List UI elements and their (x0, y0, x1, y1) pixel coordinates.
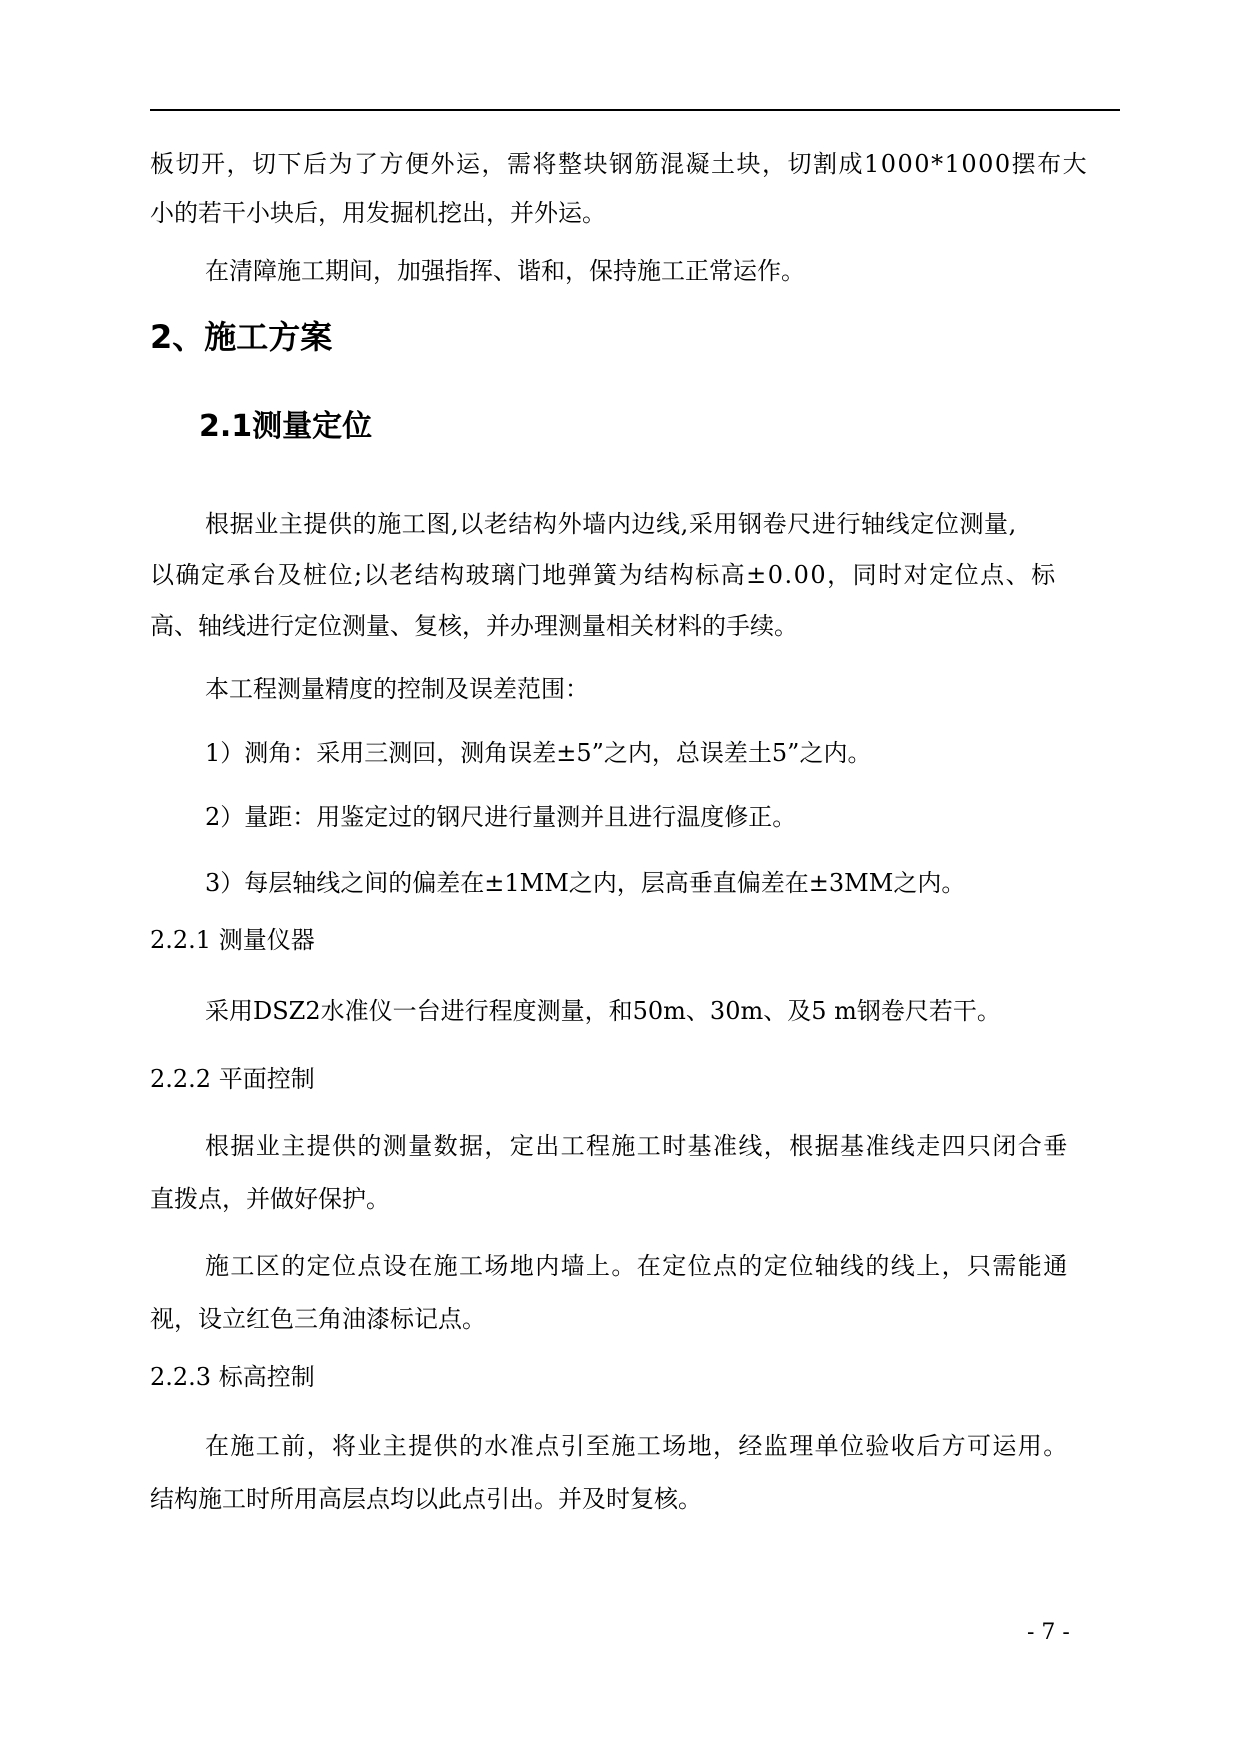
subsubsection-heading: 2.2.2 平面控制 (150, 1065, 315, 1093)
paragraph-line: 结构施工时所用高层点均以此点引出。并及时复核。 (150, 1485, 702, 1513)
list-item: 3）每层轴线之间的偏差在±1MM之内，层高垂直偏差在±3MM之内。 (205, 869, 966, 897)
paragraph-line: 施工区的定位点设在施工场地内墙上。在定位点的定位轴线的线上，只需能通 (205, 1252, 1069, 1280)
subsubsection-heading: 2.2.1 测量仪器 (150, 926, 315, 954)
header-rule (150, 109, 1120, 111)
subsection-heading: 2.1测量定位 (199, 409, 373, 444)
page-number: - 7 - (1027, 1620, 1070, 1645)
paragraph-line: 在清障施工期间，加强指挥、谐和，保持施工正常运作。 (205, 257, 805, 285)
paragraph-line: 以确定承台及桩位;以老结构玻璃门地弹簧为结构标高±0.00，同时对定位点、标 (150, 561, 1057, 589)
list-item: 2）量距：用鉴定过的钢尺进行量测并且进行温度修正。 (205, 803, 797, 831)
paragraph-line: 根据业主提供的施工图,以老结构外墙内边线,采用钢卷尺进行轴线定位测量, (205, 510, 1017, 538)
paragraph-line: 采用DSZ2水准仪一台进行程度测量，和50m、30m、及5 m钢卷尺若干。 (205, 997, 1001, 1025)
section-heading: 2、施工方案 (150, 318, 333, 356)
subsubsection-heading: 2.2.3 标高控制 (150, 1363, 315, 1391)
paragraph-line: 板切开，切下后为了方便外运，需将整块钢筋混凝土块，切割成1000*1000摆布大 (150, 150, 1089, 178)
list-item: 1）测角：采用三测回，测角误差±5”之内，总误差土5”之内。 (205, 739, 872, 767)
paragraph-line: 直拨点，并做好保护。 (150, 1185, 390, 1213)
paragraph-line: 在施工前，将业主提供的水准点引至施工场地，经监理单位验收后方可运用。 (205, 1432, 1069, 1460)
paragraph-line: 小的若干小块后，用发掘机挖出，并外运。 (150, 199, 606, 227)
paragraph-line: 视，设立红色三角油漆标记点。 (150, 1305, 486, 1333)
paragraph-line: 本工程测量精度的控制及误差范围： (205, 675, 589, 703)
paragraph-line: 高、轴线进行定位测量、复核，并办理测量相关材料的手续。 (150, 612, 798, 640)
paragraph-line: 根据业主提供的测量数据，定出工程施工时基准线，根据基准线走四只闭合垂 (205, 1132, 1069, 1160)
